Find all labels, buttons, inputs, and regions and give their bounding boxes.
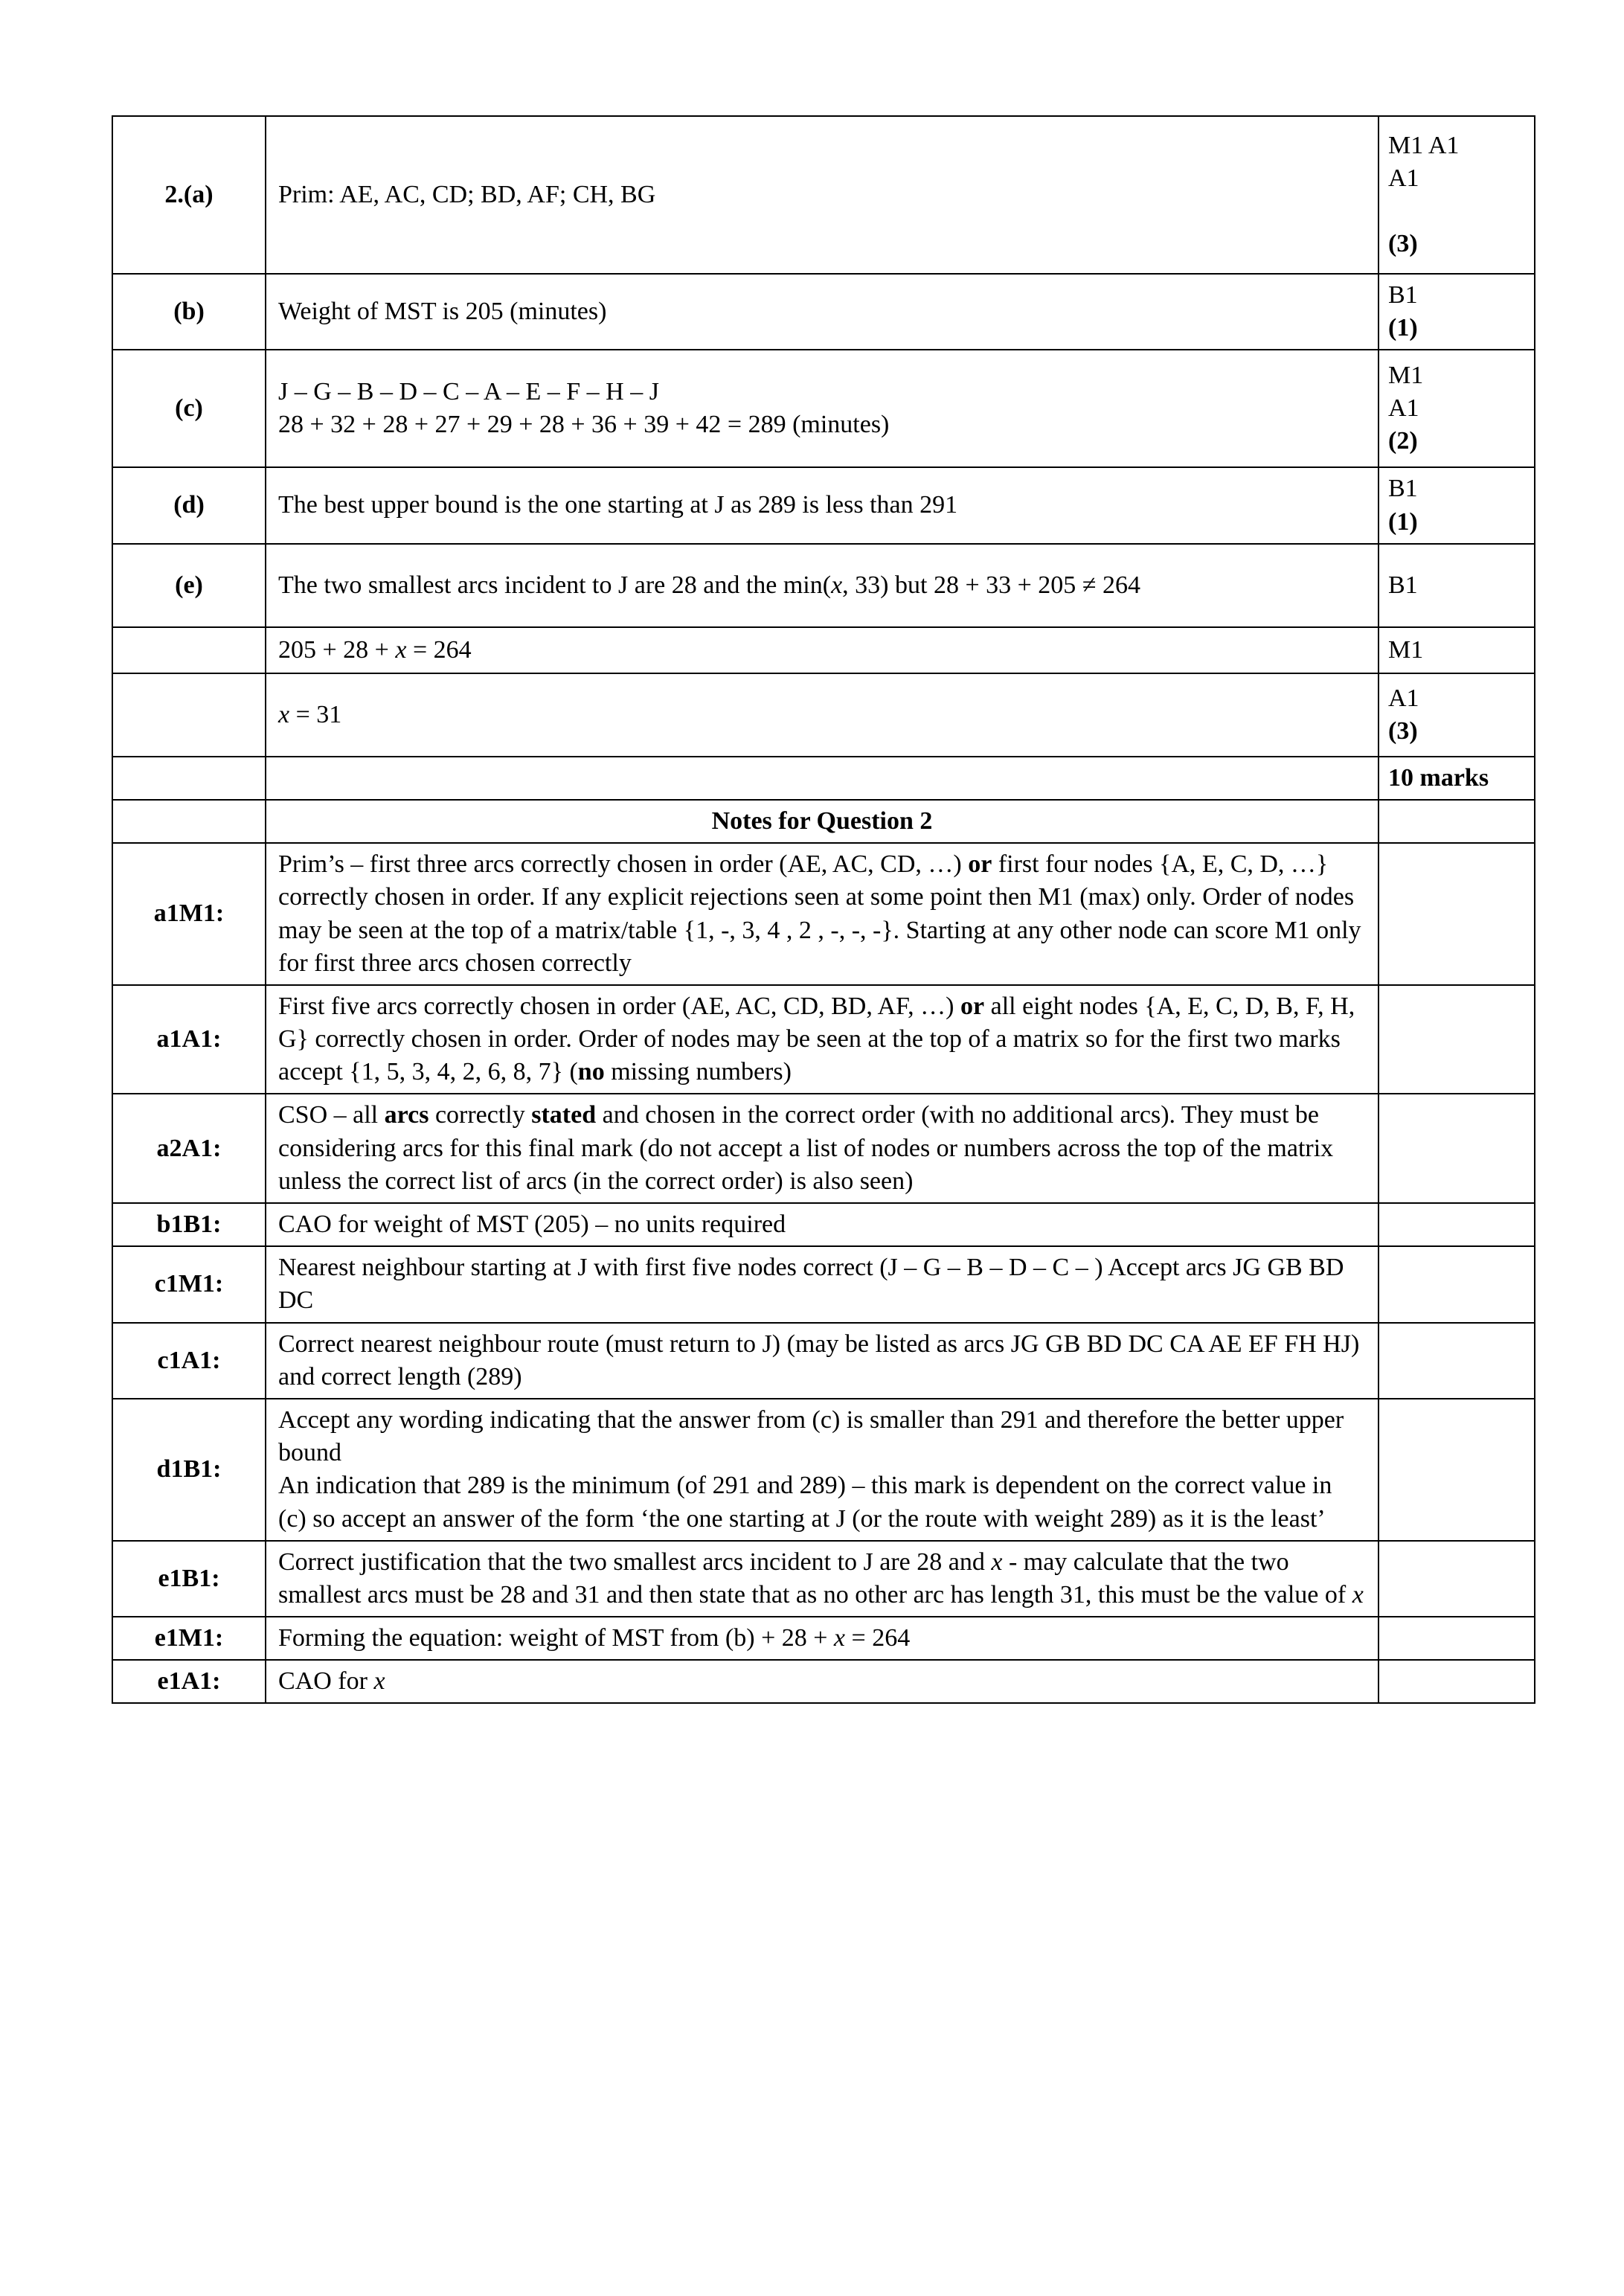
- note-row: [112, 1660, 1535, 1703]
- mark-value: (1): [1388, 507, 1418, 536]
- note-label: e1M1:: [112, 1617, 266, 1660]
- mark-value: M1: [1388, 635, 1424, 664]
- empty-marks-cell: [1379, 1541, 1535, 1617]
- answer-text: [266, 350, 1379, 467]
- marks-cell: [1379, 673, 1535, 757]
- mark-value: (2): [1388, 427, 1418, 455]
- answer-text: [266, 673, 1379, 757]
- answer-line: Prim: AE, AC, CD; BD, AF; CH, BG: [278, 180, 656, 208]
- empty-marks-cell: [1379, 985, 1535, 1094]
- answer-line: The two smallest arcs incident to J are 28 and the min(x, 33) but 28 + 33 + 205 ≠ 264: [278, 571, 1140, 599]
- note-line: First five arcs correctly chosen in order (AE, AC, CD, BD, AF, …) or all eight nodes {A, E, C, D, B, F, H, G} correctly chosen in order. Order of nodes may be seen at the top of a matrix so for the first two marks accept {1, 5, 3, 4, 2, 6, 8, 7} (no missing numbers): [278, 992, 1355, 1086]
- notes-title: Notes for Question 2: [266, 800, 1379, 843]
- empty-cell: [1379, 800, 1535, 843]
- empty-cell: [112, 800, 266, 843]
- note-row: [112, 1399, 1535, 1541]
- empty-marks-cell: [1379, 1660, 1535, 1703]
- note-line: Prim’s – first three arcs correctly chosen in order (AE, AC, CD, …) or first four nodes {A, E, C, D, …} correctly chosen in order. If any explicit rejections seen at some point then M1 (max) only. Order of nodes may be seen at the top of a matrix/table {1, -, 3, 4 , 2 , -, -, -}. Starting at any other node can score M1 only for first three arcs chosen correctly: [278, 850, 1361, 977]
- answer-row: [112, 274, 1535, 350]
- note-label: d1B1:: [112, 1399, 266, 1541]
- note-line: Accept any wording indicating that the answer from (c) is smaller than 291 and therefore the better upper bound: [278, 1405, 1344, 1467]
- note-label: e1A1:: [112, 1660, 266, 1703]
- marks-cell: [1379, 467, 1535, 543]
- mark-scheme-table: [112, 115, 1535, 1704]
- note-line: Forming the equation: weight of MST from (b) + 28 + x = 264: [278, 1624, 911, 1652]
- mark-value: [1388, 195, 1525, 228]
- note-text: [266, 1094, 1379, 1203]
- note-label: a2A1:: [112, 1094, 266, 1203]
- marks-cell: [1379, 350, 1535, 467]
- note-label: e1B1:: [112, 1541, 266, 1617]
- notes-section: [112, 843, 1535, 1703]
- question-part-label: [112, 757, 266, 800]
- mark-value: B1: [1388, 281, 1418, 309]
- marks-cell: [1379, 544, 1535, 627]
- note-text: [266, 1617, 1379, 1660]
- note-text: [266, 1323, 1379, 1399]
- empty-marks-cell: [1379, 1617, 1535, 1660]
- answer-text: [266, 757, 1379, 800]
- mark-value: B1: [1388, 571, 1418, 599]
- empty-marks-cell: [1379, 1246, 1535, 1322]
- note-line: An indication that 289 is the minimum (of 291 and 289) – this mark is dependent on the correct value in (c) so accept an answer of the form ‘the one starting at J (or the route with weight 289) as it is the least’: [278, 1472, 1332, 1533]
- mark-value: M1: [1388, 362, 1424, 390]
- mark-value: 10 marks: [1388, 763, 1489, 792]
- answer-row: [112, 467, 1535, 543]
- note-line: Correct justification that the two smallest arcs incident to J are 28 and x - may calculate that the two smallest arcs must be 28 and 31 and then state that as no other arc has length 31, this must be the value of x: [278, 1548, 1364, 1609]
- answer-row: [112, 757, 1535, 800]
- empty-marks-cell: [1379, 1323, 1535, 1399]
- note-row: [112, 1203, 1535, 1246]
- note-text: [266, 1399, 1379, 1541]
- note-text: [266, 1203, 1379, 1246]
- answer-row: [112, 627, 1535, 673]
- note-text: [266, 1246, 1379, 1322]
- answers-section: [112, 116, 1535, 800]
- note-line: Nearest neighbour starting at J with first five nodes correct (J – G – B – D – C – ) Accept arcs JG GB BD DC: [278, 1254, 1344, 1315]
- answer-line: The best upper bound is the one starting at J as 289 is less than 291: [278, 491, 958, 519]
- question-part-label: 2.(a): [112, 116, 266, 274]
- note-label: c1M1:: [112, 1246, 266, 1322]
- note-label: c1A1:: [112, 1323, 266, 1399]
- note-row: [112, 1323, 1535, 1399]
- mark-value: A1: [1388, 164, 1419, 192]
- note-row: [112, 1541, 1535, 1617]
- answer-line: 205 + 28 + x = 264: [278, 635, 472, 664]
- marks-cell: [1379, 757, 1535, 800]
- empty-marks-cell: [1379, 1094, 1535, 1203]
- answer-row: [112, 673, 1535, 757]
- answer-text: [266, 627, 1379, 673]
- mark-value: A1: [1388, 684, 1419, 712]
- question-part-label: (c): [112, 350, 266, 467]
- note-line: CSO – all arcs correctly stated and chosen in the correct order (with no additional arcs). They must be considering arcs for this final mark (do not accept a list of nodes or numbers across the top of the matrix unless the correct list of arcs (in the correct order) is also seen): [278, 1101, 1334, 1195]
- mark-value: (3): [1388, 716, 1418, 745]
- answer-text: [266, 274, 1379, 350]
- note-label: b1B1:: [112, 1203, 266, 1246]
- answer-row: [112, 116, 1535, 274]
- empty-marks-cell: [1379, 1203, 1535, 1246]
- answer-line: J – G – B – D – C – A – E – F – H – J: [278, 378, 659, 406]
- note-text: [266, 1541, 1379, 1617]
- note-row: [112, 985, 1535, 1094]
- question-part-label: [112, 673, 266, 757]
- note-row: [112, 1094, 1535, 1203]
- empty-marks-cell: [1379, 1399, 1535, 1541]
- mark-value: M1 A1: [1388, 131, 1460, 159]
- note-label: a1A1:: [112, 985, 266, 1094]
- answer-line: 28 + 32 + 28 + 27 + 29 + 28 + 36 + 39 + 42 = 289 (minutes): [278, 411, 890, 439]
- question-part-label: (d): [112, 467, 266, 543]
- note-text: [266, 1660, 1379, 1703]
- mark-value: B1: [1388, 475, 1418, 503]
- note-text: [266, 843, 1379, 985]
- question-part-label: [112, 627, 266, 673]
- answer-line: x = 31: [278, 700, 342, 728]
- answer-text: [266, 116, 1379, 274]
- notes-title-section: [112, 800, 1535, 843]
- marks-cell: [1379, 116, 1535, 274]
- answer-row: [112, 544, 1535, 627]
- question-part-label: (e): [112, 544, 266, 627]
- note-row: [112, 843, 1535, 985]
- answer-text: [266, 467, 1379, 543]
- note-line: CAO for x: [278, 1667, 385, 1696]
- answer-line: Weight of MST is 205 (minutes): [278, 298, 607, 326]
- note-label: a1M1:: [112, 843, 266, 985]
- answer-text: [266, 544, 1379, 627]
- note-line: CAO for weight of MST (205) – no units required: [278, 1210, 786, 1238]
- note-line: Correct nearest neighbour route (must return to J) (may be listed as arcs JG GB BD DC CA AE EF FH HJ) and correct length (289): [278, 1330, 1360, 1391]
- question-part-label: (b): [112, 274, 266, 350]
- note-text: [266, 985, 1379, 1094]
- mark-value: A1: [1388, 394, 1419, 423]
- marks-cell: [1379, 274, 1535, 350]
- mark-value: (1): [1388, 314, 1418, 342]
- mark-value: (3): [1388, 230, 1418, 258]
- note-row: [112, 1617, 1535, 1660]
- answer-row: [112, 350, 1535, 467]
- empty-marks-cell: [1379, 843, 1535, 985]
- notes-title-row: [112, 800, 1535, 843]
- marks-cell: [1379, 627, 1535, 673]
- note-row: [112, 1246, 1535, 1322]
